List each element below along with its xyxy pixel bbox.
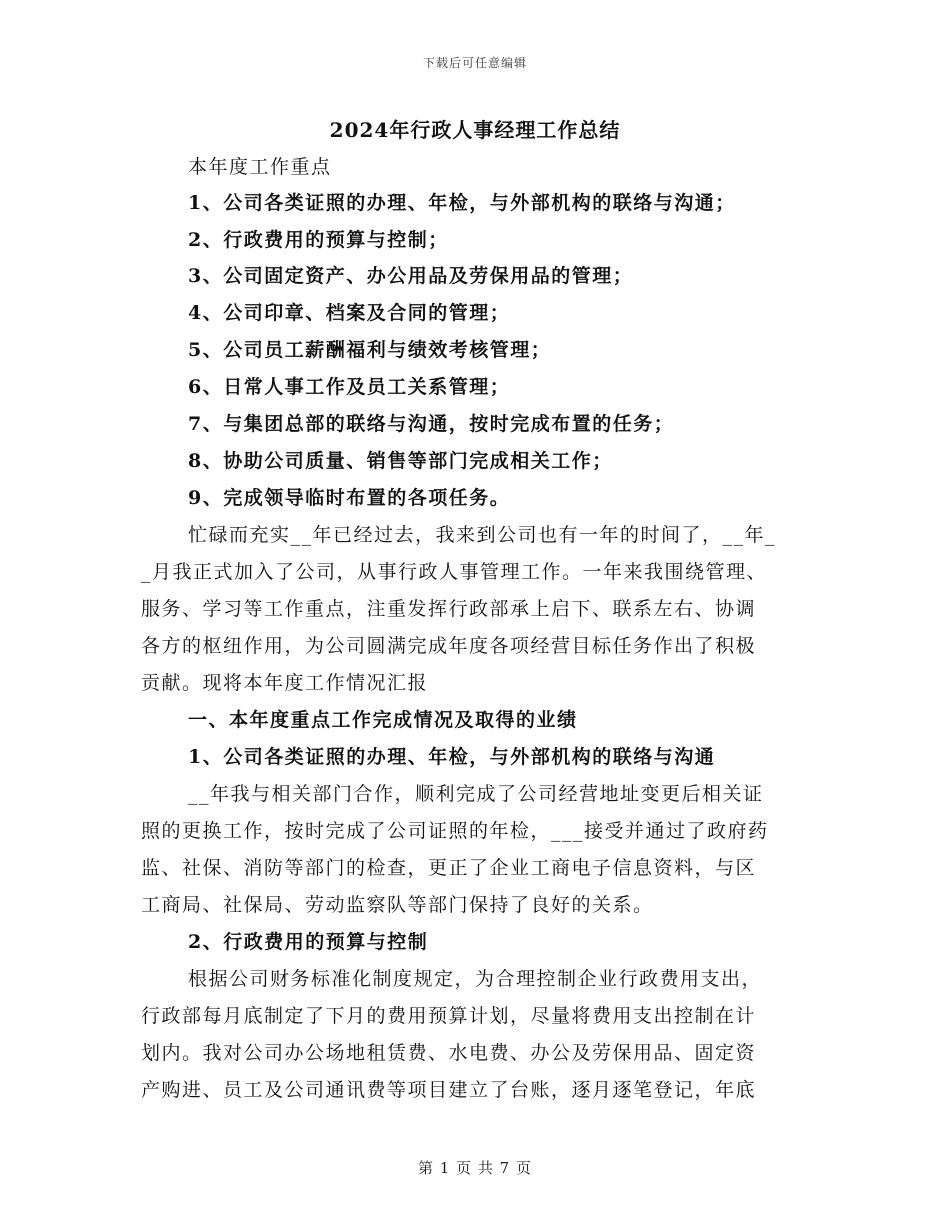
focus-item: 3、公司固定资产、办公用品及劳保用品的管理； [188, 265, 634, 287]
intro-paragraph-line: 贡献。现将本年度工作情况汇报 [141, 672, 429, 694]
focus-item: 5、公司员工薪酬福利与绩效考核管理； [188, 339, 552, 361]
focus-item: 8、协助公司质量、销售等部门完成相关工作； [188, 450, 613, 472]
item1-paragraph-line: 工商局、社保局、劳动监察队等部门保持了良好的关系。 [141, 894, 654, 916]
item2-paragraph-line: 根据公司财务标准化制度规定，为合理控制企业行政费用支出， [188, 968, 763, 990]
intro-paragraph-line: 各方的枢纽作用，为公司圆满完成年度各项经营目标任务作出了积极 [141, 635, 757, 657]
page-footer: 第 1 页 共 7 页 [418, 1159, 532, 1177]
item1-paragraph-line: __年我与相关部门合作，顺利完成了公司经营地址变更后相关证 [188, 783, 764, 805]
item2-paragraph-line: 产购进、员工及公司通讯费等项目建立了台账，逐月逐笔登记，年底 [141, 1079, 757, 1101]
item-heading: 1、公司各类证照的办理、年检，与外部机构的联络与沟通 [188, 746, 716, 768]
intro-paragraph-line: 服务、学习等工作重点，注重发挥行政部承上启下、联系左右、协调 [141, 598, 757, 620]
section-heading: 一、本年度重点工作完成情况及取得的业绩 [188, 709, 578, 731]
item2-paragraph-line: 行政部每月底制定了下月的费用预算计划，尽量将费用支出控制在计 [141, 1005, 757, 1027]
focus-item: 4、公司印章、档案及合同的管理； [188, 302, 511, 324]
item-heading: 2、行政费用的预算与控制 [188, 931, 429, 953]
focus-item: 1、公司各类证照的办理、年检，与外部机构的联络与沟通； [188, 192, 736, 214]
focus-item: 7、与集团总部的联络与沟通，按时完成布置的任务； [188, 413, 675, 435]
focus-item: 2、行政费用的预算与控制； [188, 229, 449, 251]
intro-paragraph-line: _月我正式加入了公司，从事行政人事管理工作。一年来我围绕管理、 [141, 561, 768, 583]
item2-paragraph-line: 划内。我对公司办公场地租赁费、水电费、办公及劳保用品、固定资 [141, 1042, 757, 1064]
item1-paragraph-line: 照的更换工作，按时完成了公司证照的年检，___接受并通过了政府药 [141, 820, 769, 842]
item1-paragraph-line: 监、社保、消防等部门的检查，更正了企业工商电子信息资料，与区 [141, 857, 757, 879]
document-title: 2024年行政人事经理工作总结 [329, 118, 621, 142]
focus-item: 6、日常人事工作及员工关系管理； [188, 376, 511, 398]
focus-heading: 本年度工作重点 [188, 156, 332, 178]
header-note: 下载后可任意编辑 [422, 56, 527, 70]
intro-paragraph-line: 忙碌而充实__年已经过去，我来到公司也有一年的时间了，__年_ [188, 524, 777, 546]
focus-item: 9、完成领导临时布置的各项任务。 [188, 487, 511, 509]
